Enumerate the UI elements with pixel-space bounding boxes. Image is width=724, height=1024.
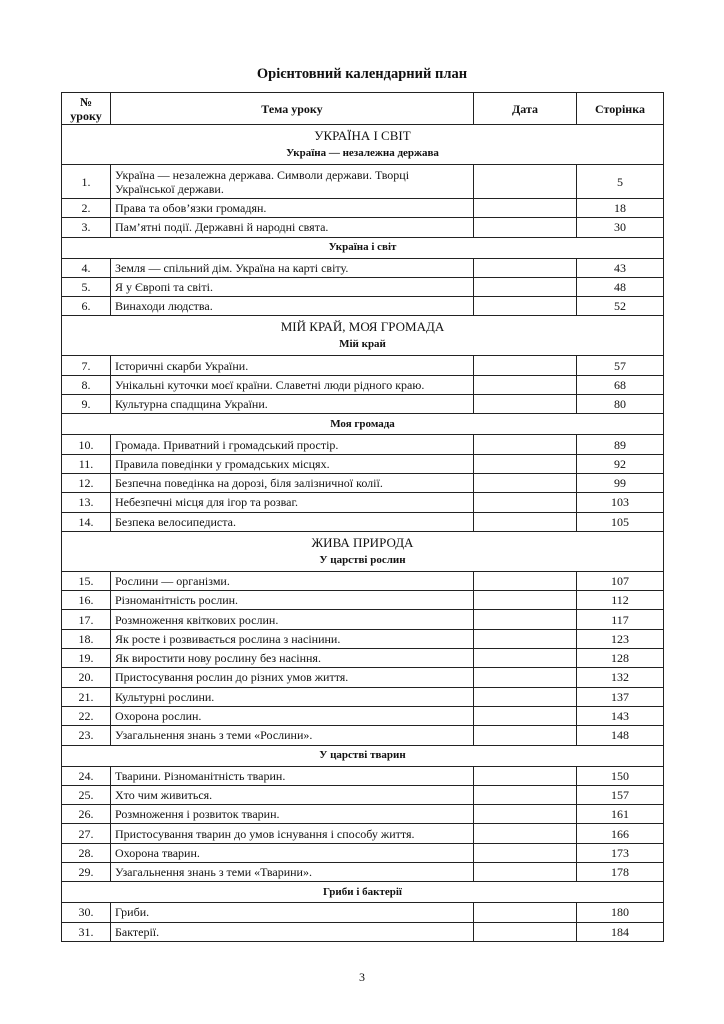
lesson-number-cell: 27. (62, 824, 111, 843)
lesson-topic-cell: Небезпечні місця для ігор та розваг. (111, 493, 474, 512)
table-row (62, 649, 664, 668)
table-row (62, 277, 664, 296)
lesson-page-cell: 148 (577, 726, 664, 745)
lesson-date-cell (474, 785, 577, 804)
lesson-page-cell: 137 (577, 687, 664, 706)
lesson-page-cell: 150 (577, 766, 664, 785)
lesson-date-cell (474, 435, 577, 454)
table-row (62, 493, 664, 512)
lesson-number-cell: 13. (62, 493, 111, 512)
table-row (62, 199, 664, 218)
table-row (62, 726, 664, 745)
table-row (62, 843, 664, 862)
section-header-row (62, 316, 664, 356)
lesson-topic-cell: Тварини. Різноманітність тварин. (111, 766, 474, 785)
lesson-number-cell: 4. (62, 258, 111, 277)
page-title: Орієнтовний календарний план (256, 66, 468, 82)
table-row (62, 512, 664, 531)
table-row (62, 903, 664, 922)
section-title: ЖИВА ПРИРОДА (311, 534, 414, 550)
lesson-number-cell: 30. (62, 903, 111, 922)
lesson-topic-cell: Культурні рослини. (111, 687, 474, 706)
lesson-page-cell: 99 (577, 473, 664, 492)
lesson-number-cell: 1. (62, 165, 111, 199)
lesson-topic-cell: Як виростити нову рослину без насіння. (111, 649, 474, 668)
lesson-date-cell (474, 610, 577, 629)
lesson-topic-cell: Права та обов’язки громадян. (111, 199, 474, 218)
table-row (62, 571, 664, 590)
lesson-page-cell: 123 (577, 629, 664, 648)
lesson-number-cell: 31. (62, 922, 111, 941)
lesson-page-cell: 128 (577, 649, 664, 668)
lesson-number-cell: 25. (62, 785, 111, 804)
lesson-topic-cell: Унікальні куточки моєї країни. Славетні люди рідного краю. (111, 375, 474, 394)
subsection-header-row (62, 414, 664, 435)
lesson-date-cell (474, 687, 577, 706)
page-number: 3 (359, 970, 365, 984)
lesson-date-cell (474, 726, 577, 745)
lesson-page-cell: 30 (577, 218, 664, 237)
calendar-plan-table (61, 92, 664, 942)
lesson-page-cell: 103 (577, 493, 664, 512)
lesson-topic-cell: Україна — незалежна держава. Символи держави. Творці Української держави. (111, 165, 474, 199)
lesson-topic-cell: Історичні скарби України. (111, 356, 474, 375)
lesson-date-cell (474, 454, 577, 473)
lesson-topic-cell: Безпечна поведінка на дорозі, біля залізничної колії. (111, 473, 474, 492)
lesson-date-cell (474, 277, 577, 296)
lesson-page-cell: 18 (577, 199, 664, 218)
lesson-number-cell: 8. (62, 375, 111, 394)
table-row (62, 610, 664, 629)
lesson-topic-cell: Винаходи людства. (111, 297, 474, 316)
table-row (62, 785, 664, 804)
lesson-number-cell: 6. (62, 297, 111, 316)
table-row (62, 766, 664, 785)
lesson-number-cell: 12. (62, 473, 111, 492)
table-row (62, 805, 664, 824)
table-row (62, 375, 664, 394)
lesson-number-cell: 15. (62, 571, 111, 590)
lesson-page-cell: 48 (577, 277, 664, 296)
subsection-header-row (62, 745, 664, 766)
lesson-page-cell: 184 (577, 922, 664, 941)
lesson-date-cell (474, 493, 577, 512)
lesson-date-cell (474, 258, 577, 277)
lesson-date-cell (474, 805, 577, 824)
lesson-number-cell: 24. (62, 766, 111, 785)
lesson-number-cell: 29. (62, 863, 111, 882)
lesson-number-cell: 28. (62, 843, 111, 862)
subsection-title: Україна і світ (328, 241, 397, 254)
lesson-page-cell: 5 (577, 165, 664, 199)
header-lesson-number: № уроку (62, 93, 111, 125)
table-row (62, 922, 664, 941)
table-row (62, 454, 664, 473)
lesson-date-cell (474, 863, 577, 882)
subsection-title: Гриби і бактерії (322, 885, 402, 898)
lesson-topic-cell: Охорона тварин. (111, 843, 474, 862)
lesson-page-cell: 80 (577, 395, 664, 414)
table-row (62, 629, 664, 648)
lesson-date-cell (474, 473, 577, 492)
lesson-date-cell (474, 297, 577, 316)
table-body (62, 125, 664, 942)
section-title: МІЙ КРАЙ, МОЯ ГРОМАДА (280, 319, 445, 335)
lesson-date-cell (474, 571, 577, 590)
lesson-topic-cell: Громада. Приватний і громадський простір. (111, 435, 474, 454)
section-header-row (62, 125, 664, 165)
lesson-topic-cell: Пам’ятні події. Державні й народні свята. (111, 218, 474, 237)
lesson-page-cell: 89 (577, 435, 664, 454)
subsection-title: Мій край (339, 338, 386, 351)
table-row (62, 258, 664, 277)
table-row (62, 165, 664, 199)
lesson-page-cell: 117 (577, 610, 664, 629)
lesson-topic-cell: Я у Європі та світі. (111, 277, 474, 296)
table-row (62, 473, 664, 492)
lesson-date-cell (474, 824, 577, 843)
lesson-page-cell: 143 (577, 706, 664, 725)
lesson-date-cell (474, 591, 577, 610)
subsection-title: Україна — незалежна держава (286, 147, 439, 159)
lesson-topic-cell: Рослини — організми. (111, 571, 474, 590)
lesson-number-cell: 10. (62, 435, 111, 454)
lesson-date-cell (474, 649, 577, 668)
lesson-topic-cell: Безпека велосипедиста. (111, 512, 474, 531)
lesson-date-cell (474, 395, 577, 414)
lesson-date-cell (474, 629, 577, 648)
lesson-number-cell: 21. (62, 687, 111, 706)
lesson-number-cell: 14. (62, 512, 111, 531)
lesson-topic-cell: Пристосування рослин до різних умов життя. (111, 668, 474, 687)
lesson-page-cell: 161 (577, 805, 664, 824)
lesson-topic-cell: Узагальнення знань з теми «Рослини». (111, 726, 474, 745)
subsection-title: Моя громада (330, 417, 395, 430)
lesson-number-cell: 22. (62, 706, 111, 725)
lesson-page-cell: 132 (577, 668, 664, 687)
lesson-topic-cell: Різноманітність рослин. (111, 591, 474, 610)
lesson-topic-cell: Розмноження квіткових рослин. (111, 610, 474, 629)
lesson-number-cell: 5. (62, 277, 111, 296)
lesson-topic-cell: Бактерії. (111, 922, 474, 941)
lesson-page-cell: 180 (577, 903, 664, 922)
lesson-number-cell: 20. (62, 668, 111, 687)
subsection-header-row (62, 237, 664, 258)
lesson-number-cell: 19. (62, 649, 111, 668)
lesson-date-cell (474, 375, 577, 394)
lesson-page-cell: 68 (577, 375, 664, 394)
table-row (62, 435, 664, 454)
subsection-title: У царстві рослин (319, 553, 406, 566)
table-row (62, 591, 664, 610)
lesson-page-cell: 173 (577, 843, 664, 862)
lesson-topic-cell: Земля — спільний дім. Україна на карті світу. (111, 258, 474, 277)
lesson-date-cell (474, 165, 577, 199)
lesson-topic-cell: Пристосування тварин до умов існування і способу життя. (111, 824, 474, 843)
lesson-page-cell: 105 (577, 512, 664, 531)
table-row (62, 824, 664, 843)
table-row (62, 863, 664, 882)
subsection-header-row (62, 882, 664, 903)
lesson-page-cell: 178 (577, 863, 664, 882)
lesson-topic-cell: Охорона рослин. (111, 706, 474, 725)
lesson-page-cell: 112 (577, 591, 664, 610)
lesson-topic-cell: Гриби. (111, 903, 474, 922)
lesson-date-cell (474, 922, 577, 941)
section-header-row (62, 531, 664, 571)
lesson-page-cell: 43 (577, 258, 664, 277)
section-title: УКРАЇНА І СВІТ (314, 128, 411, 143)
lesson-page-cell: 166 (577, 824, 664, 843)
lesson-number-cell: 7. (62, 356, 111, 375)
table-row (62, 218, 664, 237)
lesson-date-cell (474, 356, 577, 375)
lesson-number-cell: 26. (62, 805, 111, 824)
table-row (62, 687, 664, 706)
lesson-topic-cell: Культурна спадщина України. (111, 395, 474, 414)
lesson-number-cell: 18. (62, 629, 111, 648)
lesson-number-cell: 11. (62, 454, 111, 473)
table-row (62, 668, 664, 687)
table-row (62, 706, 664, 725)
table-row (62, 395, 664, 414)
lesson-date-cell (474, 668, 577, 687)
header-page: Сторінка (577, 93, 664, 125)
lesson-topic-cell: Як росте і розвивається рослина з насінини. (111, 629, 474, 648)
lesson-date-cell (474, 218, 577, 237)
lesson-page-cell: 107 (577, 571, 664, 590)
table-row (62, 297, 664, 316)
lesson-date-cell (474, 843, 577, 862)
lesson-number-cell: 9. (62, 395, 111, 414)
subsection-title: У царстві тварин (319, 749, 406, 762)
lesson-number-cell: 16. (62, 591, 111, 610)
lesson-page-cell: 157 (577, 785, 664, 804)
lesson-date-cell (474, 766, 577, 785)
lesson-number-cell: 3. (62, 218, 111, 237)
header-date: Дата (474, 93, 577, 125)
table-row (62, 356, 664, 375)
lesson-number-cell: 23. (62, 726, 111, 745)
lesson-date-cell (474, 903, 577, 922)
lesson-number-cell: 2. (62, 199, 111, 218)
lesson-page-cell: 52 (577, 297, 664, 316)
lesson-page-cell: 57 (577, 356, 664, 375)
lesson-topic-cell: Правила поведінки у громадських місцях. (111, 454, 474, 473)
lesson-page-cell: 92 (577, 454, 664, 473)
table-header-row (62, 93, 664, 125)
lesson-date-cell (474, 706, 577, 725)
lesson-topic-cell: Узагальнення знань з теми «Тварини». (111, 863, 474, 882)
header-topic: Тема уроку (111, 93, 474, 125)
lesson-date-cell (474, 199, 577, 218)
lesson-date-cell (474, 512, 577, 531)
lesson-topic-cell: Хто чим живиться. (111, 785, 474, 804)
lesson-number-cell: 17. (62, 610, 111, 629)
lesson-topic-cell: Розмноження і розвиток тварин. (111, 805, 474, 824)
